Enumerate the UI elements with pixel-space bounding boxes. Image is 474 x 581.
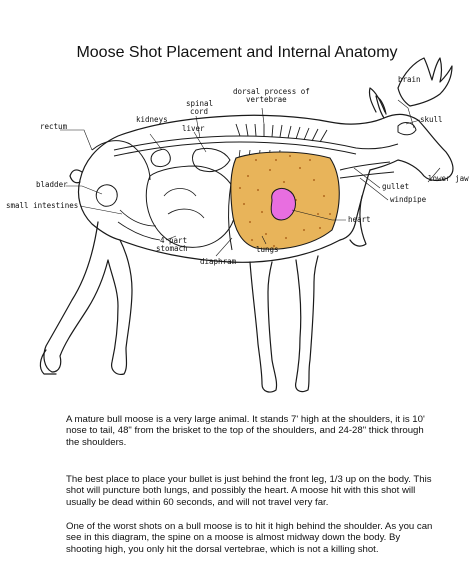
label-liver: liver: [182, 124, 205, 133]
intestine-loops: [118, 189, 204, 241]
front-leg-right-outline: [296, 256, 318, 392]
ear-outline: [376, 96, 386, 118]
label-bladder: bladder: [36, 180, 68, 189]
paragraph-size: A mature bull moose is a very large animal. It stands 7' high at the shoulders, it is 10' nose to tail, 48" from the brisket to the top of the shoulders, and 24-28" thick through the shoulders.: [66, 414, 425, 448]
label-lungs: lungs: [256, 245, 279, 254]
label-gullet: gullet: [382, 182, 410, 191]
dorsal-processes: [236, 124, 327, 142]
paragraph-worst-shot: One of the worst shots on a bull moose is to hit it high behind the shoulder. As you can see in this diagram, the spine on a moose is almost midway down the body. By shooting high, you only hit the dorsal vertebrae, which is not a killing shot.: [66, 521, 433, 555]
label-stomach-1: 4 part: [160, 236, 188, 245]
leader-gullet: [354, 168, 380, 188]
bladder-organ: [96, 185, 117, 206]
label-kidneys: kidneys: [136, 115, 168, 124]
label-spinal-1: spinal: [186, 99, 214, 108]
label-brain: brain: [398, 75, 421, 84]
label-heart: heart: [348, 215, 371, 224]
label-windpipe: windpipe: [390, 195, 427, 204]
label-rectum: rectum: [40, 122, 68, 131]
label-diaphragm: diaphram: [200, 257, 237, 266]
front-leg-left-outline: [250, 262, 277, 392]
windpipe: [340, 172, 394, 178]
label-lower-jaw: lower jaw: [428, 174, 469, 183]
brain-organ: [398, 123, 416, 135]
leader-small-intestines: [80, 206, 122, 214]
spinal-cord: [114, 142, 356, 156]
leader-diaphragm: [216, 238, 232, 256]
hind-hoof: [40, 350, 56, 374]
leader-dorsal: [262, 108, 264, 124]
kidney-organ: [151, 149, 170, 166]
label-stomach-2: stomach: [156, 244, 188, 253]
label-spinal-2: cord: [190, 107, 209, 116]
throat-outline: [340, 170, 370, 240]
rump-outline: [79, 180, 121, 240]
leader-rectum: [60, 130, 92, 150]
label-dorsal-1: dorsal process of: [233, 87, 310, 96]
leader-skull: [406, 120, 420, 124]
label-dorsal-2: vertebrae: [246, 95, 287, 104]
page-title: Moose Shot Placement and Internal Anatomy: [76, 44, 398, 61]
hind-leg-outline: [44, 222, 132, 374]
label-skull: skull: [420, 115, 443, 124]
paragraph-shot-placement: The best place to place your bullet is just behind the front leg, 1/3 up on the body. This shot will puncture both lungs, and possibly the heart. A moose hit with this shot will usually be dead within 60 seconds, and will not travel very far.: [66, 474, 432, 508]
liver-organ: [193, 148, 230, 171]
label-small-intestines: small intestines: [6, 201, 79, 210]
